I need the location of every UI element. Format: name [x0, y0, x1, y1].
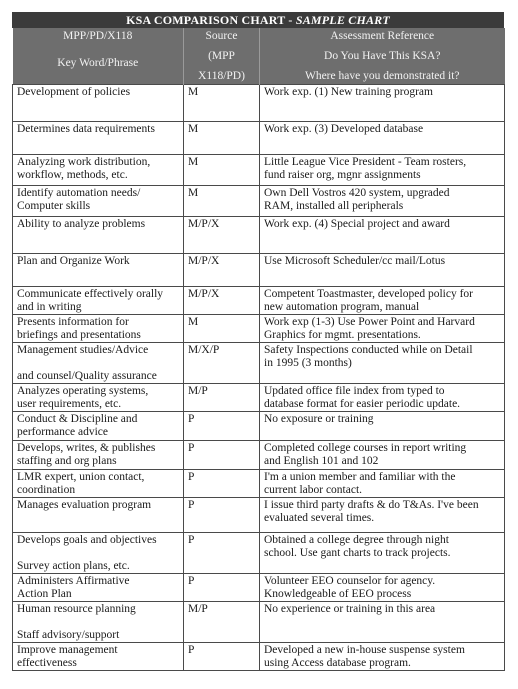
reference-cell [260, 343, 505, 384]
table-row [13, 384, 505, 412]
title-separator: - [285, 13, 296, 27]
chart-title-bar [12, 12, 504, 28]
source-code: M/P/X [188, 288, 220, 300]
source-code: P [188, 471, 195, 483]
table-row [13, 533, 505, 574]
keyword-line: Computer skills [17, 200, 91, 212]
keyword-cell [13, 602, 184, 643]
reference-cell [260, 155, 505, 186]
reference-cell [260, 186, 505, 217]
header-reference-line: Assessment Reference [330, 30, 435, 42]
source-cell [184, 217, 260, 254]
source-cell [184, 602, 260, 643]
keyword-line: Action Plan [17, 588, 72, 600]
source-cell [184, 643, 260, 671]
reference-line: Work exp. (1) New training program [264, 86, 433, 98]
source-code: M/P/X [188, 218, 220, 230]
reference-line: I issue third party drafts & do T&As. I've been [264, 499, 479, 511]
source-code: M [188, 86, 199, 98]
table-row [13, 643, 505, 671]
header-source-line: X118/PD) [198, 70, 245, 82]
source-code: M [188, 187, 199, 199]
reference-cell [260, 254, 505, 287]
source-code: P [188, 442, 195, 454]
reference-line: database format for easier periodic update. [264, 398, 461, 410]
keyword-line: and in writing [17, 301, 82, 313]
reference-line: in 1995 (3 months) [264, 357, 352, 369]
ksa-table [12, 28, 505, 671]
table-body [13, 85, 505, 671]
reference-cell [260, 122, 505, 155]
reference-line: Use Microsoft Scheduler/cc mail/Lotus [264, 255, 446, 267]
keyword-line: Staff advisory/support [17, 629, 120, 641]
source-cell [184, 441, 260, 470]
keyword-line: Conduct & Discipline and [17, 413, 138, 425]
keyword-cell [13, 155, 184, 186]
table-row [13, 287, 505, 315]
reference-line: Obtained a college degree through night [264, 534, 449, 546]
keyword-line: Analyzes operating systems, [17, 385, 149, 397]
keyword-line: Determines data requirements [17, 123, 155, 135]
keyword-cell [13, 441, 184, 470]
source-code: M [188, 156, 199, 168]
keyword-cell [13, 643, 184, 671]
keyword-line: Survey action plans, etc. [17, 560, 130, 572]
table-row [13, 343, 505, 384]
reference-cell [260, 441, 505, 470]
reference-cell [260, 217, 505, 254]
source-cell [184, 412, 260, 441]
keyword-line [17, 616, 179, 629]
chart-subtitle: SAMPLE CHART [295, 13, 390, 27]
source-code: M/P [188, 385, 208, 397]
keyword-cell [13, 254, 184, 287]
reference-line: Knowledgeable of EEO process [264, 588, 412, 600]
keyword-line: Improve management [17, 644, 118, 656]
keyword-line: briefings and presentations [17, 329, 141, 341]
keyword-line: Manages evaluation program [17, 499, 152, 511]
keyword-line: Develops goals and objectives [17, 534, 157, 546]
table-row [13, 254, 505, 287]
keyword-line: LMR expert, union contact, [17, 471, 145, 483]
header-reference-line: Do You Have This KSA? [324, 50, 441, 62]
reference-line: fund raiser org, mgnr assignments [264, 169, 421, 181]
reference-line: new automation program, manual [264, 301, 420, 313]
source-code: M [188, 123, 199, 135]
table-row [13, 85, 505, 122]
ksa-chart [12, 12, 504, 671]
source-code: P [188, 413, 195, 425]
header-source-line: (MPP [208, 50, 235, 62]
reference-line: Developed a new in-house suspense system [264, 644, 465, 656]
reference-cell [260, 533, 505, 574]
keyword-line: Ability to analyze problems [17, 218, 146, 230]
reference-cell [260, 315, 505, 343]
reference-line: No experience or training in this area [264, 603, 436, 615]
keyword-cell [13, 384, 184, 412]
reference-cell [260, 602, 505, 643]
keyword-line: staffing and org plans [17, 455, 117, 467]
reference-line: RAM, installed all peripherals [264, 200, 404, 212]
source-code: M [188, 316, 199, 328]
reference-line: Completed college courses in report writing [264, 442, 467, 454]
source-code: P [188, 499, 195, 511]
header-reference-line: Where have you demonstrated it? [304, 70, 460, 82]
keyword-line: Identify automation needs/ [17, 187, 141, 199]
keyword-line: Administers Affirmative [17, 575, 130, 587]
table-row [13, 498, 505, 533]
header-row [13, 28, 505, 85]
keyword-cell [13, 315, 184, 343]
source-cell [184, 85, 260, 122]
reference-line: current labor contact. [264, 484, 363, 496]
table-row [13, 217, 505, 254]
header-source-line: Source [205, 30, 238, 42]
source-cell [184, 498, 260, 533]
header-keyword-line: Key Word/Phrase [57, 57, 139, 69]
reference-line: Graphics for mgmt. presentations. [264, 329, 421, 341]
source-cell [184, 155, 260, 186]
source-code: M/X/P [188, 344, 220, 356]
table-row [13, 470, 505, 498]
reference-line: and English 101 and 102 [264, 455, 379, 467]
table-row [13, 186, 505, 217]
keyword-cell [13, 574, 184, 602]
reference-cell [260, 384, 505, 412]
source-cell [184, 533, 260, 574]
source-cell [184, 343, 260, 384]
source-code: P [188, 644, 195, 656]
reference-line: Updated office file index from typed to [264, 385, 445, 397]
reference-line: evaluated several times. [264, 512, 375, 524]
source-code: M/P [188, 603, 208, 615]
keyword-line: performance advice [17, 426, 108, 438]
source-code: P [188, 534, 195, 546]
reference-cell [260, 470, 505, 498]
keyword-line: Communicate effectively orally [17, 288, 164, 300]
reference-line: Work exp. (3) Developed database [264, 123, 424, 135]
reference-cell [260, 287, 505, 315]
reference-line: Own Dell Vostros 420 system, upgraded [264, 187, 450, 199]
reference-line: Little League Vice President - Team rosters, [264, 156, 467, 168]
table-row [13, 122, 505, 155]
keyword-line: and counsel/Quality assurance [17, 370, 157, 382]
keyword-line [17, 547, 179, 560]
source-code: M/P/X [188, 255, 220, 267]
keyword-line: effectiveness [17, 657, 77, 669]
keyword-cell [13, 287, 184, 315]
header-source [184, 28, 260, 85]
table-row [13, 602, 505, 643]
source-cell [184, 470, 260, 498]
reference-line: No exposure or training [264, 413, 374, 425]
keyword-line: Develops, writes, & publishes [17, 442, 156, 454]
header-keyword-line: MPP/PD/X118 [63, 30, 133, 42]
chart-title: KSA COMPARISON CHART [126, 13, 286, 27]
header-keyword [13, 28, 184, 85]
source-cell [184, 574, 260, 602]
reference-line: using Access database program. [264, 657, 411, 669]
table-row [13, 412, 505, 441]
keyword-line: Analyzing work distribution, [17, 156, 151, 168]
keyword-cell [13, 217, 184, 254]
keyword-cell [13, 186, 184, 217]
keyword-line: Development of policies [17, 86, 131, 98]
table-row [13, 441, 505, 470]
keyword-cell [13, 412, 184, 441]
reference-cell [260, 85, 505, 122]
keyword-line: coordination [17, 484, 76, 496]
keyword-line: Plan and Organize Work [17, 255, 130, 267]
keyword-cell [13, 533, 184, 574]
keyword-line: Human resource planning [17, 603, 136, 615]
reference-line: Work exp (1-3) Use Power Point and Harvard [264, 316, 475, 328]
header-reference [260, 28, 505, 85]
keyword-line: workflow, methods, etc. [17, 169, 128, 181]
reference-line: I'm a union member and familiar with the [264, 471, 456, 483]
source-code: P [188, 575, 195, 587]
keyword-cell [13, 498, 184, 533]
keyword-line: Management studies/Advice [17, 344, 149, 356]
reference-cell [260, 643, 505, 671]
keyword-cell [13, 343, 184, 384]
source-cell [184, 315, 260, 343]
keyword-cell [13, 122, 184, 155]
table-row [13, 155, 505, 186]
reference-cell [260, 498, 505, 533]
source-cell [184, 186, 260, 217]
keyword-line: user requirements, etc. [17, 398, 122, 410]
keyword-line [17, 357, 179, 370]
source-cell [184, 384, 260, 412]
reference-line: Safety Inspections conducted while on Detail [264, 344, 473, 356]
reference-line: Competent Toastmaster, developed policy for [264, 288, 473, 300]
reference-line: Work exp. (4) Special project and award [264, 218, 450, 230]
reference-cell [260, 574, 505, 602]
source-cell [184, 254, 260, 287]
reference-line: school. Use gant charts to track projects. [264, 547, 451, 559]
source-cell [184, 122, 260, 155]
keyword-cell [13, 470, 184, 498]
source-cell [184, 287, 260, 315]
reference-cell [260, 412, 505, 441]
keyword-line: Presents information for [17, 316, 129, 328]
table-row [13, 315, 505, 343]
table-row [13, 574, 505, 602]
keyword-cell [13, 85, 184, 122]
scan-margin [0, 0, 518, 12]
reference-line: Volunteer EEO counselor for agency. [264, 575, 436, 587]
